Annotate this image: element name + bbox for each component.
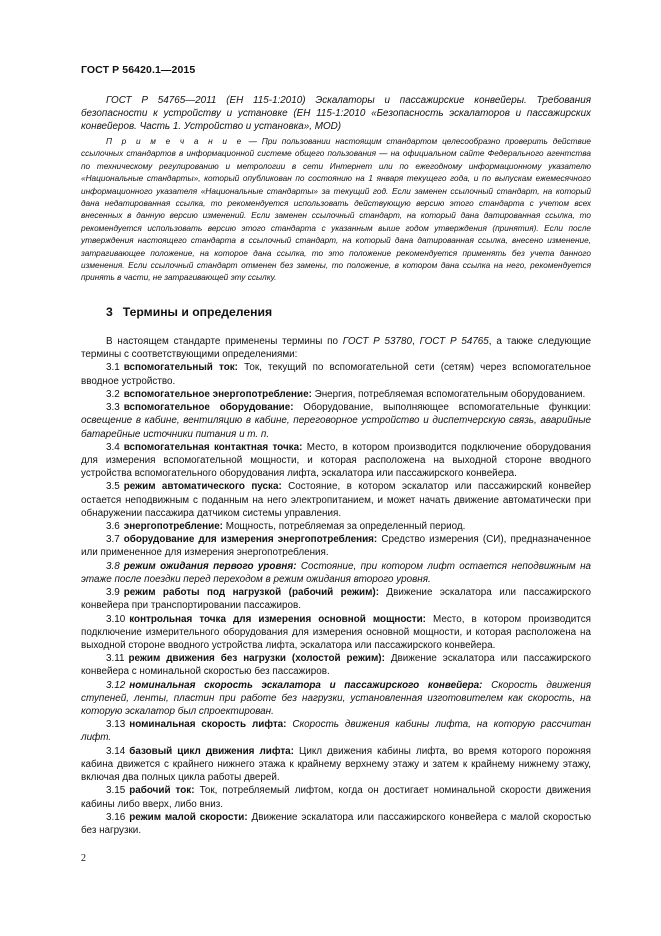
section-body: [81, 335, 591, 837]
term-definition: 3.12 номинальная скорость эскалатора и пассажирского конвейера: Скорость движения ступеней, ленты, пластин при работе без нагрузки, установленная изготовителем как скорость, на которую эскалатор был спроектирован.: [81, 679, 591, 717]
standard-code-header: ГОСТ Р 56420.1—2015: [81, 64, 196, 76]
intro-paragraph: В настоящем стандарте применены термины по ГОСТ Р 53780, ГОСТ Р 54765, а также следующие термины с соответствующими определениями:: [81, 336, 591, 361]
term-definition: 3.15 рабочий ток: Ток, потребляемый лифтом, когда он достигает номинальной скорости движения кабины либо вверх, либо вниз.: [81, 785, 591, 810]
term-definition: 3.13 номинальная скорость лифта: Скорость движения кабины лифта, на которую рассчитан лифт.: [81, 719, 591, 744]
term-definition: 3.3 вспомогательное оборудование: Оборудование, выполняющее вспомогательные функции: освещение в кабине, вентиляцию в кабине, переговорное устройство и диспетчерскую связь, аварийные батарейные источники питания и т. п.: [81, 402, 591, 440]
term-definition: 3.11 режим движения без нагрузки (холостой режим): Движение эскалатора или пассажирского конвейера с номинальной скоростью без пассажиров.: [81, 653, 591, 678]
term-definition: 3.10 контрольная точка для измерения основной мощности: Место, в котором производится подключение измерительного оборудования для измерения основной мощности, и которая расположена на выходной стороне вводного устройства лифта, эскалатора или пассажирского конвейера.: [81, 613, 591, 651]
note-label: П р и м е ч а н и е: [106, 137, 244, 146]
term-definition: 3.16 режим малой скорости: Движение эскалатора или пассажирского конвейера с малой скоростью без нагрузки.: [81, 811, 591, 836]
term-definition: 3.1 вспомогательный ток: Ток, текущий по вспомогательной сети (сетям) через вспомогательное вводное устройство.: [81, 362, 591, 387]
note-paragraph: [81, 136, 591, 285]
reference-link: ГОСТ Р 53780: [342, 336, 413, 347]
section-number: 3: [106, 305, 113, 319]
section-title: Термины и определения: [122, 305, 273, 319]
term-definition: 3.6 энергопотребление: Мощность, потребляемая за определенный период.: [106, 521, 466, 532]
note-text: — При пользовании настоящим стандартом целесообразно проверить действие ссылочных стандартов в информационной системе общего пользования — на официальном сайте Федерального агентства по техническому регулированию и метрологии в сети Интернет или по ежегодному информационному указателю «Национальные стандарты», который опубликован по состоянию на 1 января текущего года, и по выпускам ежемесячного информационного указателя «Национальные стандарты» за текущий год. Если заменен ссылочный стандарт, на который дана недатированная ссылка, то рекомендуется использовать действующую версию этого стандарта с учетом всех внесенных в данную версию изменений. Если заменен ссылочный стандарт, на который дана датированная ссылка, то рекомендуется использовать версию этого стандарта с указанным выше годом утверждения (принятия). Если после утверждения настоящего стандарта в ссылочный стандарт, на который дана датированная ссылка, внесено изменение, затрагивающее положение, на которое дана ссылка, то это положение рекомендуется применять без учета данного изменения. Если ссылочный стандарт отменен без замены, то положение, в котором дана ссылка на него, рекомендуется принять в части, не затрагивающей эту ссылку.: [81, 137, 591, 283]
reference-link: ГОСТ Р 54765: [419, 336, 489, 347]
reference-entry: ГОСТ Р 54765—2011 (ЕН 115-1:2010) Эскалаторы и пассажирские конвейеры. Требования безопасности к устройству и установке (ЕН 115-1:2010 «Безопасность эскалаторов и пассажирских конвейеров. Часть 1. Устройство и установка», MOD): [81, 95, 591, 132]
term-definition: 3.7 оборудование для измерения энергопотребления: Средство измерения (СИ), предназначенное или примененное для измерения энергопотребления.: [81, 534, 591, 559]
page-number: 2: [81, 853, 86, 864]
section-heading: [106, 305, 272, 319]
term-definition: 3.14 базовый цикл движения лифта: Цикл движения кабины лифта, во время которого порожняя кабина движется с крайнего нижнего этажа к крайнему верхнему этажу и затем к крайнему нижнему этажу, включая два полных цикла работы дверей.: [81, 745, 591, 784]
term-definition: 3.9 режим работы под нагрузкой (рабочий режим): Движение эскалатора или пассажирского конвейера при транспортировании пассажиров.: [81, 587, 591, 612]
term-definition: 3.8 режим ожидания первого уровня: Состояние, при котором лифт остается неподвижным на этаже после поездки перед переходом в режим ожидания второго уровня.: [81, 560, 591, 585]
term-definition: 3.2 вспомогательное энергопотребление: Энергия, потребляемая вспомогательным оборудованием.: [106, 388, 586, 400]
term-definition: 3.4 вспомогательная контактная точка: Место, в котором производится подключение оборудования для измерения вспомогательной мощности, и которая расположена на выходной стороне вводного устройства вспомогательного оборудования лифта, эскалатора или пассажирского конвейера.: [81, 441, 591, 480]
term-definition: 3.5 режим автоматического пуска: Состояние, в котором эскалатор или пассажирский конвейер остается неподвижным с поданным на него электропитанием, и может начать движение автоматически при обнаружении пассажира датчиком системы управления.: [81, 481, 592, 519]
